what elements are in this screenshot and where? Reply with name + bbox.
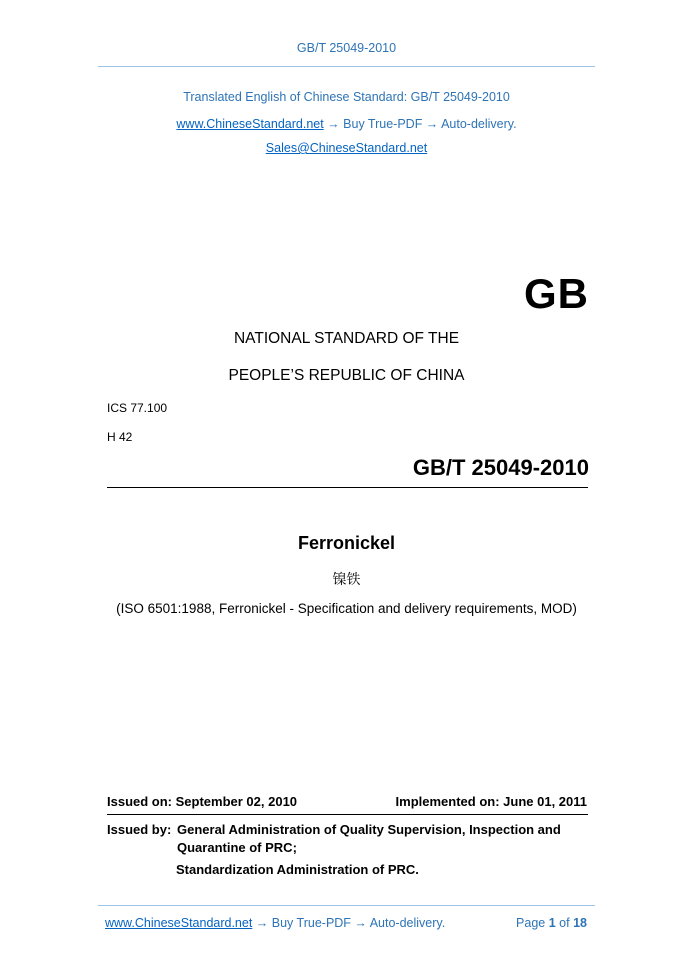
page-total: 18 [573,916,587,930]
page-of: of [559,916,570,930]
issuer-org1: General Administration of Quality Supervision, Inspection and Quarantine of PRC; [177,822,561,855]
site-link[interactable]: www.ChineseStandard.net [176,117,324,131]
email-line [0,141,693,155]
title-english: Ferronickel [297,533,396,553]
issued-by [107,821,597,857]
national-standard-line1: NATIONAL STANDARD OF THE [233,330,460,347]
footer-divider [98,905,595,906]
page-indicator [516,916,587,930]
translated-note: Translated English of Chinese Standard: GB/T 25049-2010 [183,90,510,104]
h-code: H 42 [107,430,133,444]
footer-buy-line [105,916,445,930]
implemented-on-date: Implemented on: June 01, 2011 [395,794,587,809]
standard-number: GB/T 25049-2010 [412,455,589,480]
national-standard-line2: PEOPLE’S REPUBLIC OF CHINA [228,367,465,384]
header-divider [98,66,595,67]
header-title: GB/T 25049-2010 [296,41,397,55]
buy-line [0,117,693,131]
email-link[interactable]: Sales@ChineseStandard.net [265,141,428,155]
page-label: Page [516,916,546,930]
page-current: 1 [548,916,556,930]
iso-reference: (ISO 6501:1988, Ferronickel - Specification and delivery requirements, MOD) [116,601,577,616]
dates-divider [107,814,588,815]
gb-mark: GB [524,270,589,317]
buy-text: → Buy True-PDF → Auto-delivery. [323,117,517,131]
issuer-org2: Standardization Administration of PRC. [176,862,419,877]
issued-on-date: Issued on: September 02, 2010 [107,794,298,809]
ics-code: ICS 77.100 [107,401,168,415]
issued-by-label: Issued by: [107,822,172,837]
standard-divider [107,487,588,488]
footer-site-link[interactable]: www.ChineseStandard.net [105,916,253,930]
title-chinese: 镍铁 [332,572,361,588]
footer-buy-text: → Buy True-PDF → Auto-delivery. [252,916,446,930]
